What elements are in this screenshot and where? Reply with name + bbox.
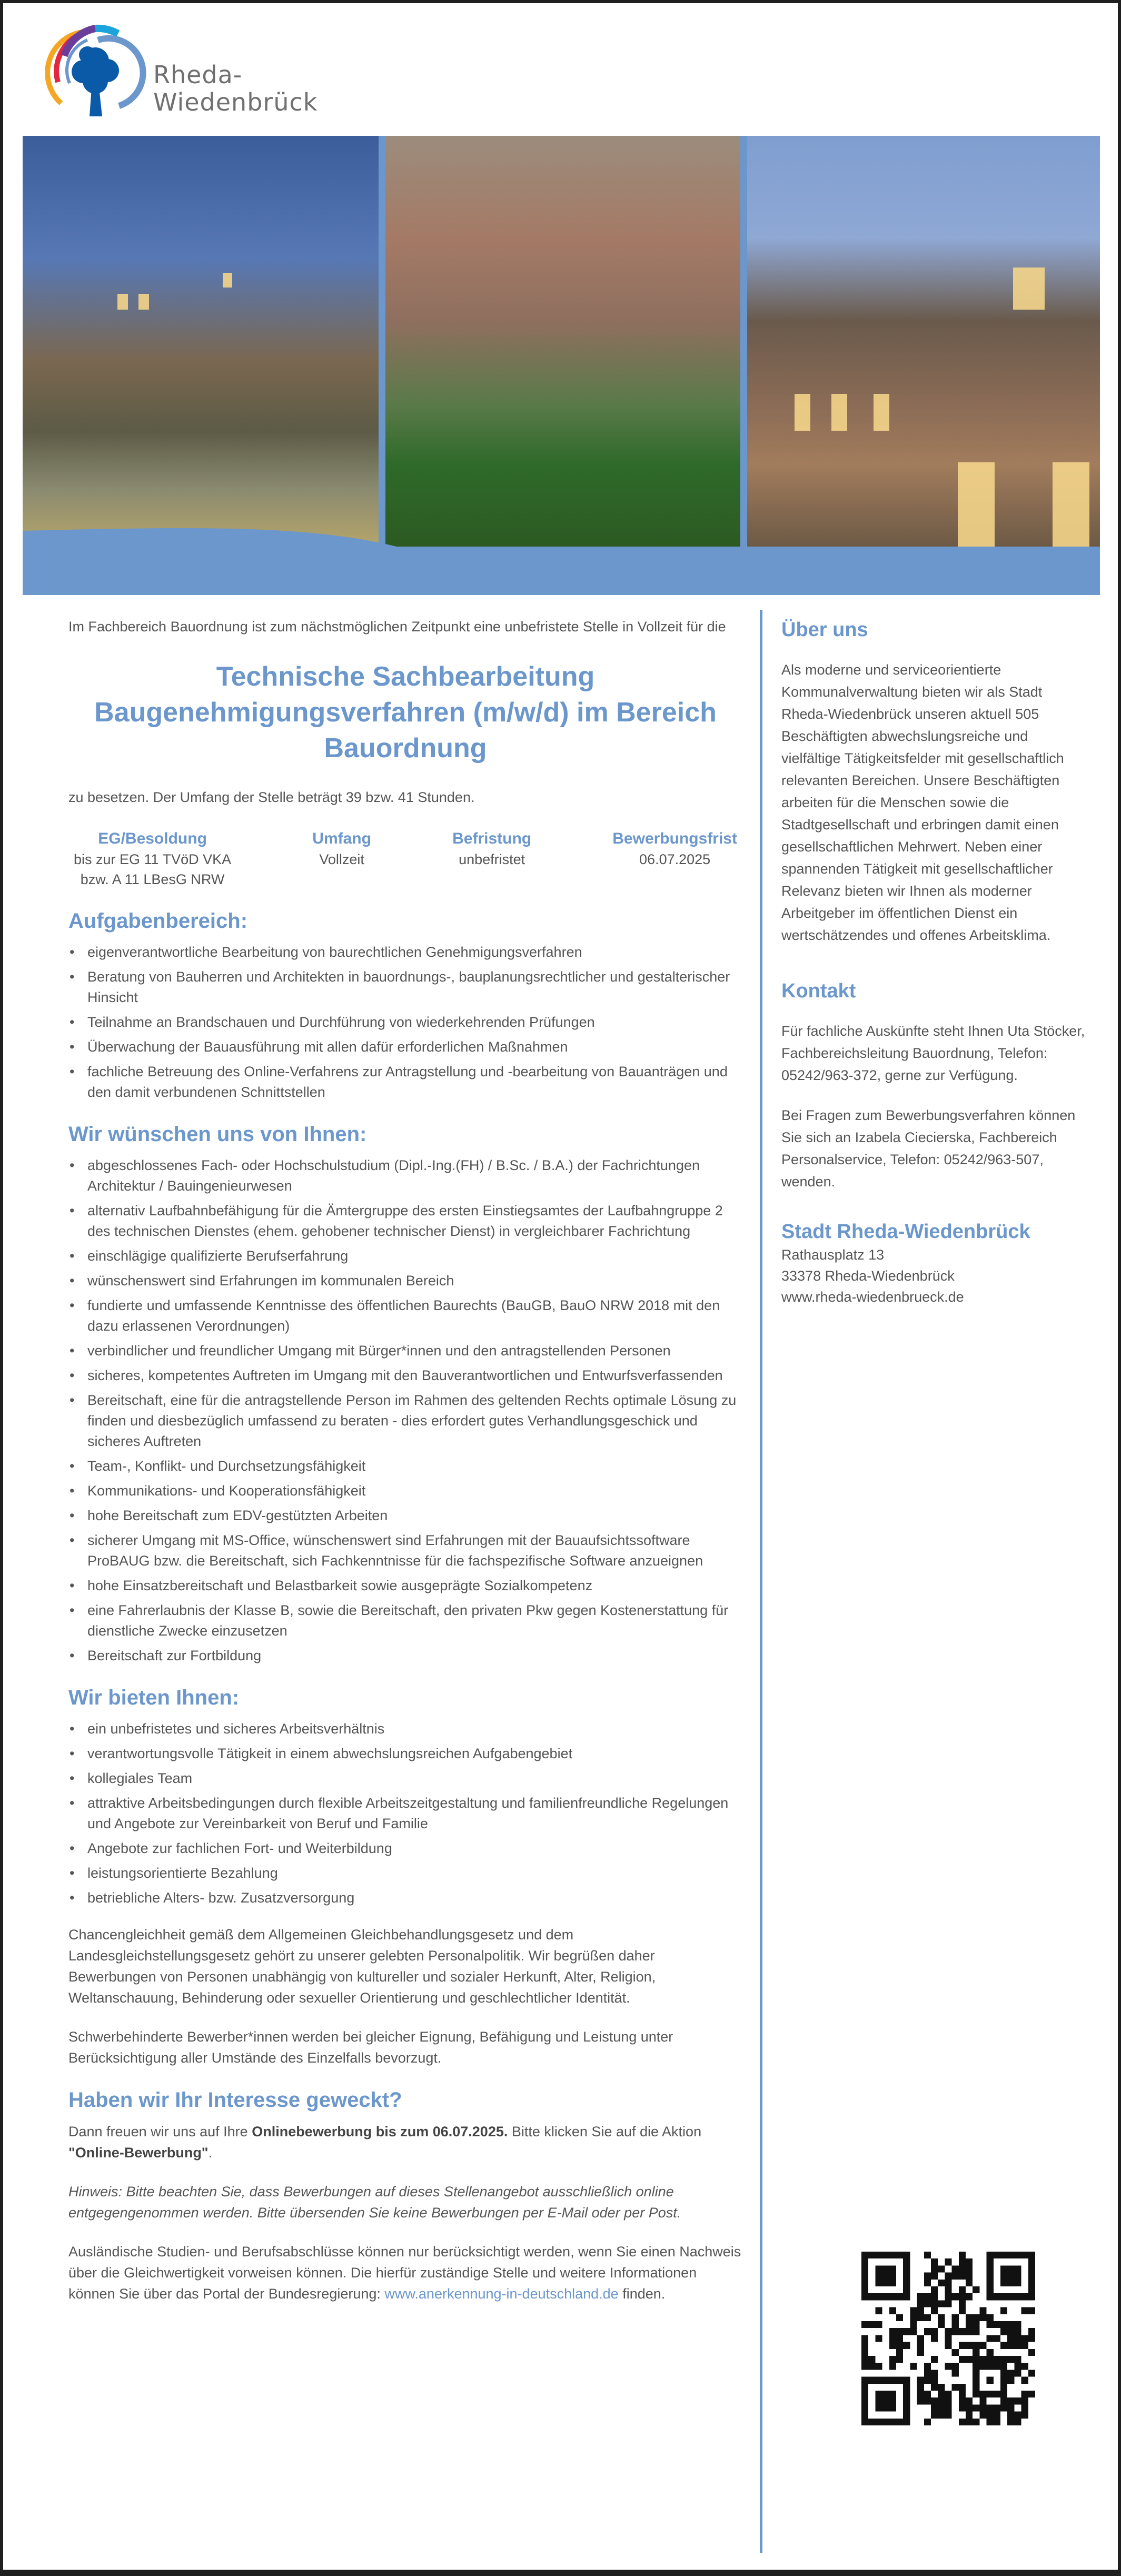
about-heading: Über uns bbox=[781, 619, 868, 641]
list-item: • verantwortungsvolle Tätigkeit in einem abwechslungsreichen Aufgabengebiet bbox=[68, 1743, 742, 1764]
list-item: • ein unbefristetes und sicheres Arbeitsverhältnis bbox=[68, 1719, 742, 1739]
offer-heading: Wir bieten Ihnen: bbox=[68, 1686, 240, 1709]
city: 33378 Rheda-Wiedenbrück bbox=[781, 1268, 955, 1284]
hero-banner bbox=[23, 136, 1100, 595]
list-item: • eigenverantwortliche Bearbeitung von baurechtlichen Genehmigungsverfahren bbox=[68, 942, 742, 963]
contact-text-1: Für fachliche Auskünfte steht Ihnen Uta Stöcker, Fachbereichsleitung Bauordnung, Telefon: 05242/963-372, gerne zur Verfügung. bbox=[781, 1023, 1085, 1083]
sidebar bbox=[781, 617, 1087, 1307]
list-item: • attraktive Arbeitsbedingungen durch flexible Arbeitszeitgestaltung und familienfreundliche Regelungen und Angebote zur Vereinbarkeit von Beruf und Familie bbox=[68, 1793, 742, 1834]
city-name-line-1: Rheda- bbox=[153, 61, 243, 89]
fact-label: EG/Besoldung bbox=[98, 830, 207, 847]
about-text: Als moderne und serviceorientierte Kommunalverwaltung bieten wir als Stadt Rheda-Wiedenbrück unseren aktuell 505 Beschäftigten abwechslungsreiche und vielfältige Tätigkeitsfelder mit gesellschaftlich relevanten Bereichen. Unsere Beschäftigten arbeiten für die Menschen sowie die Stadtgesellschaft und erbringen damit einen gesellschaftlichen Mehrwert. Neben einer spannenden Tätigkeit mit gesellschaftlicher Relevanz bieten wir Ihnen als moderner Arbeitgeber im öffentlichen Dienst ein wertschätzendes und offenes Arbeitsklima. bbox=[781, 662, 1064, 943]
key-facts bbox=[68, 828, 742, 889]
website-link[interactable]: www.rheda-wiedenbrueck.de bbox=[781, 1289, 964, 1305]
city-logo bbox=[45, 24, 340, 119]
list-item: • betriebliche Alters- bzw. Zusatzversorgung bbox=[68, 1888, 742, 1908]
fact-term bbox=[452, 828, 531, 889]
street: Rathausplatz 13 bbox=[781, 1247, 885, 1263]
list-item: • fachliche Betreuung des Online-Verfahrens zur Antragstellung und -bearbeitung von Bauanträgen und den damit verbundenen Schnittstellen bbox=[68, 1062, 742, 1103]
hero-wave bbox=[23, 136, 1100, 595]
list-item: • hohe Bereitschaft zum EDV-gestützten Arbeiten bbox=[68, 1505, 742, 1526]
list-item: • sicheres, kompetentes Auftreten im Umgang mit den Bauverantwortlichen und Entwurfsverfassenden bbox=[68, 1365, 742, 1386]
list-item: • verbindlicher und freundlicher Umgang mit Bürger*innen und den antragstellenden Personen bbox=[68, 1341, 742, 1361]
list-item: • Angebote zur fachlichen Fort- und Weiterbildung bbox=[68, 1838, 742, 1859]
fact-deadline bbox=[612, 828, 737, 889]
city-name-line-2: Wiedenbrück bbox=[153, 88, 318, 116]
anerkennung-link[interactable]: www.anerkennung-in-deutschland.de bbox=[384, 2286, 619, 2302]
list-item: • Überwachung der Bauausführung mit allen dafür erforderlichen Maßnahmen bbox=[68, 1037, 742, 1057]
fact-value: 06.07.2025 bbox=[639, 851, 711, 867]
deadline-highlight: Onlinebewerbung bis zum 06.07.2025. bbox=[252, 2124, 508, 2139]
address-block bbox=[781, 1219, 1087, 1307]
contact-heading: Kontakt bbox=[781, 980, 856, 1002]
tasks-list bbox=[68, 942, 742, 1103]
fact-value: Vollzeit bbox=[319, 851, 364, 867]
list-item: • Bereitschaft, eine für die antragstellende Person im Rahmen des geltenden Rechts optimale Lösung zu finden und diesbezüglich umfassend zu beraten - dies erfordert gutes Verhandlungsgeschick und sicheres Auftreten bbox=[68, 1390, 742, 1452]
qr-code[interactable] bbox=[861, 2252, 1035, 2425]
tree-arc-icon bbox=[45, 24, 151, 119]
list-item: • Team-, Konflikt- und Durchsetzungsfähigkeit bbox=[68, 1456, 742, 1477]
fact-label: Befristung bbox=[452, 830, 532, 847]
intro-text: Im Fachbereich Bauordnung ist zum nächstmöglichen Zeitpunkt eine unbefristete Stelle in Vollzeit für die bbox=[68, 619, 726, 635]
list-item: • sicherer Umgang mit MS-Office, wünschenswert sind Erfahrungen mit der Bauaufsichtssoftware ProBAUG bzw. die Bereitschaft, sich Fachkenntnisse für die fachspezifische Software anzueignen bbox=[68, 1530, 742, 1571]
notice-text: Hinweis: Bitte beachten Sie, dass Bewerbungen auf dieses Stellenangebot ausschließlich online entgegengenommen werden. Bitte übersenden Sie keine Bewerbungen per E-Mail oder per Post. bbox=[68, 2184, 681, 2221]
offer-list bbox=[68, 1719, 742, 1908]
equality-text: Chancengleichheit gemäß dem Allgemeinen Gleichbehandlungsgesetz und dem Landesgleichstellungsgesetz gehört zu unserer gelebten Personalpolitik. Wir begrüßen daher Bewerbungen von Personen unabhängig von kultureller und sozialer Herkunft, Alter, Religion, Weltanschauung, Behinderung oder sexueller Orientierung und geschlechtlicher Identität. bbox=[68, 1927, 656, 2006]
scope-text: zu besetzen. Der Umfang der Stelle beträgt 39 bzw. 41 Stunden. bbox=[68, 789, 475, 805]
list-item: • Beratung von Bauherren und Architekten in bauordnungs-, bauplanungsrechtlicher und gestalterischer Hinsicht bbox=[68, 967, 742, 1008]
fact-value: unbefristet bbox=[459, 851, 525, 867]
list-item: • leistungsorientierte Bezahlung bbox=[68, 1863, 742, 1884]
fact-label: Bewerbungsfrist bbox=[612, 830, 737, 847]
interest-heading: Haben wir Ihr Interesse geweckt? bbox=[68, 2088, 402, 2112]
column-divider bbox=[760, 610, 762, 2553]
list-item: • abgeschlossenes Fach- oder Hochschulstudium (Dipl.-Ing.(FH) / B.Sc. / B.A.) der Fachrichtungen Architektur / Bauingenieurwesen bbox=[68, 1155, 742, 1196]
list-item: • hohe Einsatzbereitschaft und Belastbarkeit sowie ausgeprägte Sozialkompetenz bbox=[68, 1576, 742, 1596]
online-application-action[interactable]: "Online-Bewerbung" bbox=[68, 2145, 209, 2161]
fact-scope bbox=[312, 828, 371, 889]
requirements-list bbox=[68, 1155, 742, 1666]
job-title: Technische Sachbearbeitung Baugenehmigungsverfahren (m/w/d) im Bereich Bauordnung bbox=[94, 661, 717, 764]
list-item: • kollegiales Team bbox=[68, 1768, 742, 1789]
fact-pay-grade bbox=[74, 828, 231, 889]
job-posting-page bbox=[3, 3, 1118, 2570]
list-item: • Bereitschaft zur Fortbildung bbox=[68, 1646, 742, 1666]
contact-text-2: Bei Fragen zum Bewerbungsverfahren können Sie sich an Izabela Ciecierska, Fachbereich Personalservice, Telefon: 05242/963-507, wenden. bbox=[781, 1107, 1076, 1190]
list-item: • Kommunikations- und Kooperationsfähigkeit bbox=[68, 1481, 742, 1501]
org-name: Stadt Rheda-Wiedenbrück bbox=[781, 1221, 1030, 1243]
disability-text: Schwerbehinderte Bewerber*innen werden bei gleicher Eignung, Befähigung und Leistung unter Berücksichtigung aller Umstände des Einzelfalls bevorzugt. bbox=[68, 2029, 673, 2066]
list-item: • alternativ Laufbahnbefähigung für die Ämtergruppe des ersten Einstiegsamtes der Laufbahngruppe 2 des technischen Dienstes (ehem. gehobener technischer Dienst) in vergleichbarer Fachrichtung bbox=[68, 1201, 742, 1242]
foreign-degrees-text: Ausländische Studien- und Berufsabschlüsse können nur berücksichtigt werden, wenn Sie einen Nachweis über die Gleichwertigkeit vorweisen können. Die hierfür zuständige Stelle und weitere Informationen können Sie über das Portal der Bundesregierung: www.anerkennung-in-deutschland.de finden. bbox=[68, 2244, 741, 2302]
tasks-heading: Aufgabenbereich: bbox=[68, 909, 248, 933]
fact-value: bzw. A 11 LBesG NRW bbox=[80, 871, 225, 887]
list-item: • eine Fahrerlaubnis der Klasse B, sowie die Bereitschaft, den privaten Pkw gegen Kostenerstattung für dienstliche Zwecke einzusetzen bbox=[68, 1600, 742, 1641]
list-item: • Teilnahme an Brandschauen und Durchführung von wiederkehrenden Prüfungen bbox=[68, 1012, 742, 1033]
list-item: • einschlägige qualifizierte Berufserfahrung bbox=[68, 1246, 742, 1266]
fact-label: Umfang bbox=[312, 830, 371, 847]
city-name bbox=[153, 61, 318, 116]
main-column bbox=[68, 617, 742, 2322]
requirements-heading: Wir wünschen uns von Ihnen: bbox=[68, 1123, 367, 1146]
apply-text: Dann freuen wir uns auf Ihre Onlinebewerbung bis zum 06.07.2025. Bitte klicken Sie auf die Aktion "Online-Bewerbung". bbox=[68, 2124, 702, 2161]
fact-value: bis zur EG 11 TVöD VKA bbox=[74, 851, 232, 867]
list-item: • fundierte und umfassende Kenntnisse des öffentlichen Baurechts (BauGB, BauO NRW 2018 mit den dazu erlassenen Verordnungen) bbox=[68, 1295, 742, 1336]
list-item: • wünschenswert sind Erfahrungen im kommunalen Bereich bbox=[68, 1271, 742, 1291]
